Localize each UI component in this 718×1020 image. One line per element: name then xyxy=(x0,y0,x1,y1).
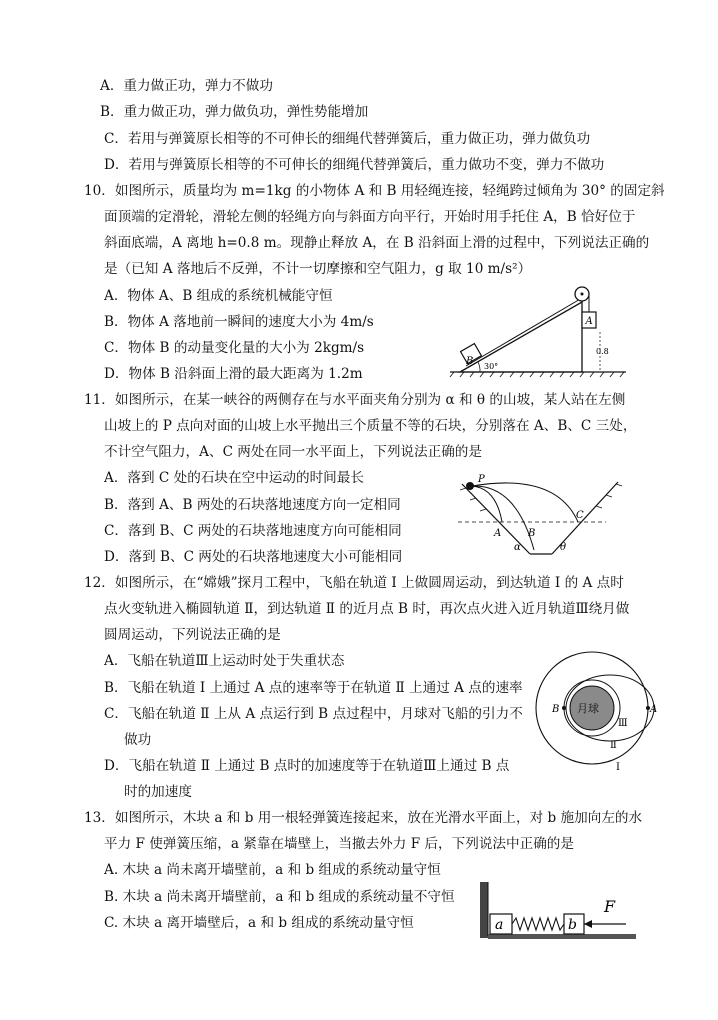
q12-stem-3: 圆周运动，下列说法正确的是 xyxy=(104,627,281,643)
q9-option-b: B．重力做正功，弹力做负功，弹性势能增加 xyxy=(100,104,369,120)
q11-alpha-label: α xyxy=(514,542,521,553)
q10-angle-label: 30° xyxy=(484,362,499,371)
q12-stem-2: 点火变轨进入椭圆轨道 Ⅱ，到达轨道 Ⅱ 的近月点 B 时，再次点火进入近月轨道Ⅲ绕月做 xyxy=(104,601,630,617)
q10-block-a-label: A xyxy=(585,316,593,327)
q10-incline-figure xyxy=(448,276,628,380)
q11-stem-1: 11．如图所示，在某一峡谷的两侧存在与水平面夹角分别为 α 和 θ 的山坡，某人站在左侧 xyxy=(84,392,626,408)
q9-option-d: D．若用与弹簧原长相等的不可伸长的细绳代替弹簧后，重力做功不变，弹力不做功 xyxy=(104,157,605,173)
q11-valley-figure xyxy=(456,466,632,558)
q10-block-b-label: B xyxy=(466,356,474,367)
q13-option-a: A. 木块 a 尚未离开墙壁前，a 和 b 组成的系统动量守恒 xyxy=(104,862,441,878)
q10-option-c: C．物体 B 的动量变化量的大小为 2kgm/s xyxy=(104,340,365,356)
q10-option-b: B．物体 A 落地前一瞬间的速度大小为 4m/s xyxy=(104,314,374,330)
q10-option-a: A．物体 A、B 组成的系统机械能守恒 xyxy=(104,288,333,304)
q13-force-label: F xyxy=(604,897,616,916)
q12-orbit1-label: Ⅰ xyxy=(616,762,620,772)
q12-option-c-cont: 做功 xyxy=(124,732,152,748)
q13-a-label: a xyxy=(495,917,504,933)
q11-c-label: C xyxy=(576,510,584,521)
q12-option-a: A．飞船在轨道Ⅲ上运动时处于失重状态 xyxy=(104,653,345,669)
q10-height-label: 0.8 xyxy=(596,347,609,356)
q13-option-b: B. 木块 a 尚未离开墙壁前，a 和 b 组成的系统动量不守恒 xyxy=(104,889,455,905)
q13-stem-2: 平力 F 使弹簧压缩，a 紧靠在墙壁上，当撤去外力 F 后，下列说法中正确的是 xyxy=(104,836,574,852)
q10-option-d: D．物体 B 沿斜面上滑的最大距离为 1.2m xyxy=(104,366,363,382)
q11-p-label: P xyxy=(478,474,485,485)
q12-stem-1: 12．如图所示，在“嫦娥”探月工程中，飞船在轨道 Ⅰ 上做圆周运动，到达轨道 Ⅰ 的 A 点时 xyxy=(84,575,624,591)
q11-a-label: A xyxy=(494,528,502,539)
q11-b-label: B xyxy=(528,528,536,539)
q10-stem-2: 面顶端的定滑轮，滑轮左侧的轻绳方向与斜面方向平行，开始时用手托住 A，B 恰好位于 xyxy=(104,209,636,225)
q12-a-label: A xyxy=(650,704,658,715)
q12-option-d-cont: 时的加速度 xyxy=(124,784,192,800)
q13-stem-1: 13．如图所示，木块 a 和 b 用一根轻弹簧连接起来，放在光滑水平面上，对 b 施加向左的水 xyxy=(84,810,643,826)
q12-moon-label: 月球 xyxy=(577,702,599,715)
q11-option-a: A．落到 C 处的石块在空中运动的时间最长 xyxy=(104,470,364,486)
q12-b-label: B xyxy=(552,704,560,715)
q12-option-b: B．飞船在轨道 Ⅰ 上通过 A 点的速率等于在轨道 Ⅱ 上通过 A 点的速率 xyxy=(104,680,523,696)
q10-stem-4: 是（已知 A 落地后不反弹，不计一切摩擦和空气阻力，g 取 10 m/s²） xyxy=(104,261,532,277)
q11-option-c: C．落到 B、C 两处的石块落地速度方向可能相同 xyxy=(104,523,402,539)
q11-stem-3: 不计空气阻力，A、C 两处在同一水平面上，下列说法正确的是 xyxy=(104,444,482,460)
q11-option-b: B．落到 A、B 两处的石块落地速度方向一定相同 xyxy=(104,497,401,513)
q12-orbit-figure xyxy=(532,648,662,772)
q13-option-c: C. 木块 a 离开墙壁后，a 和 b 组成的系统动量守恒 xyxy=(104,915,414,931)
q12-orbit2-label: Ⅱ xyxy=(610,740,617,751)
q11-option-d: D．落到 B、C 两处的石块落地速度大小可能相同 xyxy=(104,549,403,565)
q11-theta-label: θ xyxy=(560,542,567,553)
q11-stem-2: 山坡上的 P 点向对面的山坡上水平抛出三个质量不等的石块，分别落在 A、B、C 三处， xyxy=(104,418,637,434)
q9-option-c: C．若用与弹簧原长相等的不可伸长的细绳代替弹簧后，重力做正功，弹力做负功 xyxy=(104,131,591,147)
q9-option-a: A．重力做正功，弹力不做功 xyxy=(100,78,273,94)
q12-option-d: D．飞船在轨道 Ⅱ 上通过 B 点时的加速度等于在轨道Ⅲ上通过 B 点 xyxy=(104,758,510,774)
q13-spring-figure xyxy=(476,880,640,942)
q10-stem-3: 斜面底端，A 离地 h=0.8 m。现静止释放 A，在 B 沿斜面上滑的过程中，下列说法正确的 xyxy=(104,235,650,251)
q12-option-c: C．飞船在轨道 Ⅱ 上从 A 点运行到 B 点过程中，月球对飞船的引力不 xyxy=(104,706,523,722)
q13-b-label: b xyxy=(568,917,577,933)
q10-stem-1: 10．如图所示，质量均为 m=1kg 的小物体 A 和 B 用轻绳连接，轻绳跨过倾角为 30° 的固定斜 xyxy=(84,183,665,199)
q12-orbit3-label: Ⅲ xyxy=(618,718,628,729)
